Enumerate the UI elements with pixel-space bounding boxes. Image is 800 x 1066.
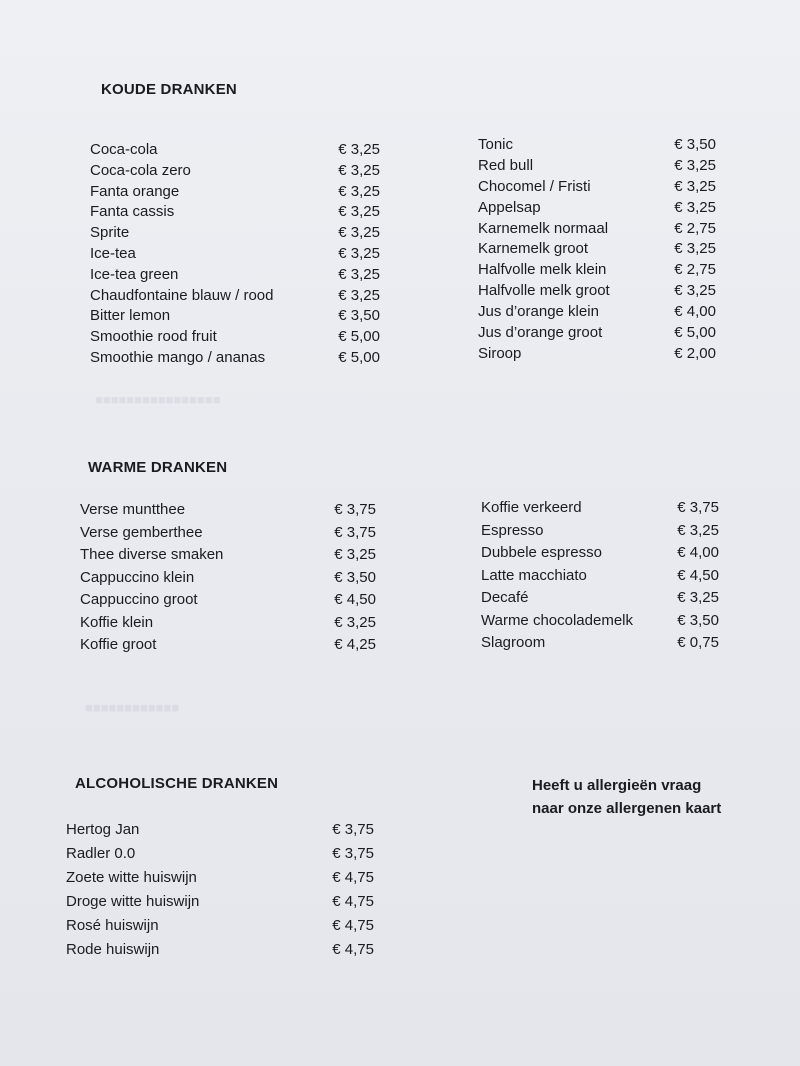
allergy-note-line-2: naar onze allergenen kaart (532, 800, 722, 817)
menu-item-name: Zoete witte huiswijn (66, 869, 197, 886)
menu-item (90, 203, 380, 224)
menu-item-name: Espresso (481, 521, 544, 539)
menu-item-name: Karnemelk normaal (478, 219, 609, 237)
menu-item-name: Fanta orange (90, 182, 180, 200)
menu-item-price: € 3,25 (338, 265, 380, 283)
koude-left-column (90, 141, 380, 370)
menu-item (481, 544, 719, 567)
menu-item-name: Coca-cola zero (90, 161, 191, 179)
menu-item (80, 569, 376, 592)
menu-item-name: Verse gemberthee (80, 523, 203, 541)
menu-item (481, 522, 719, 545)
show-through-text: ■■■■■■■■■■■■ (85, 700, 180, 715)
menu-item-name: Decafé (481, 589, 529, 606)
menu-item-name: Halfvolle melk klein (478, 261, 607, 279)
menu-item-price: € 3,25 (338, 203, 380, 221)
menu-item (80, 636, 376, 659)
menu-item-name: Tonic (478, 136, 514, 153)
warme-left-column (80, 501, 376, 659)
menu-item-price: € 5,00 (674, 324, 716, 342)
menu-item-price: € 4,75 (332, 917, 374, 934)
menu-item (481, 499, 719, 522)
koude-dranken-heading: KOUDE DRANKEN (101, 81, 237, 98)
menu-item-name: Rosé huiswijn (66, 917, 159, 934)
menu-item-name: Rode huiswijn (66, 941, 160, 958)
menu-item-name: Hertog Jan (66, 821, 140, 838)
menu-item (478, 157, 716, 178)
warme-dranken-heading: WARME DRANKEN (88, 459, 228, 476)
menu-item (478, 324, 716, 345)
menu-item-price: € 2,00 (674, 344, 716, 362)
koude-right-column (478, 136, 716, 366)
allergy-note (532, 774, 721, 820)
menu-item-name: Jus d’orange klein (478, 303, 599, 321)
menu-item (478, 136, 716, 157)
menu-item-price: € 3,25 (674, 156, 716, 174)
menu-item-price: € 3,75 (332, 845, 374, 862)
menu-item-name: Halfvolle melk groot (478, 282, 610, 300)
menu-item (90, 328, 380, 349)
menu-item-name: Fanta cassis (90, 203, 175, 221)
menu-item-name: Smoothie rood fruit (90, 328, 217, 346)
menu-item-price: € 3,25 (334, 613, 376, 631)
menu-item-name: Jus d’orange groot (478, 324, 603, 342)
menu-item-name: Cappuccino klein (80, 568, 195, 586)
menu-item-price: € 3,25 (338, 244, 380, 262)
menu-item-price: € 3,25 (338, 224, 380, 242)
warme-right-column (481, 499, 719, 657)
menu-item-price: € 3,50 (334, 568, 376, 586)
menu-item-name: Chocomel / Fristi (478, 177, 591, 195)
menu-item-price: € 3,25 (334, 546, 376, 563)
menu-item-name: Smoothie mango / ananas (90, 348, 266, 366)
menu-item (478, 261, 716, 282)
menu-item-price: € 4,75 (332, 869, 374, 886)
menu-item-name: Warme chocolademelk (481, 611, 633, 629)
menu-item-name: Slagroom (481, 634, 546, 651)
menu-item-price: € 3,25 (674, 282, 716, 300)
menu-item (90, 349, 380, 370)
menu-item-price: € 3,50 (674, 136, 716, 153)
menu-item-name: Sprite (90, 224, 130, 242)
menu-item-price: € 3,25 (338, 161, 380, 179)
menu-item (481, 634, 719, 657)
menu-item-price: € 4,75 (332, 893, 374, 910)
menu-item-price: € 3,75 (677, 499, 719, 516)
menu-item-name: Karnemelk groot (478, 240, 589, 258)
menu-item-price: € 3,25 (338, 141, 380, 158)
menu-item (80, 501, 376, 524)
menu-item-price: € 3,25 (338, 286, 380, 304)
show-through-text: ■■■■■■■■■■■■■■■■ (95, 392, 221, 407)
menu-item (481, 612, 719, 635)
menu-item (66, 893, 374, 917)
menu-item-price: € 4,50 (334, 591, 376, 608)
menu-item (478, 240, 716, 261)
menu-item (481, 567, 719, 590)
menu-item (66, 821, 374, 845)
menu-item (80, 591, 376, 614)
menu-item-price: € 4,75 (332, 941, 374, 958)
menu-item-price: € 4,50 (677, 566, 719, 584)
menu-item (478, 303, 716, 324)
menu-item (80, 546, 376, 569)
menu-item-name: Dubbele espresso (481, 544, 602, 561)
menu-item-price: € 3,25 (674, 198, 716, 216)
menu-item-name: Radler 0.0 (66, 845, 136, 862)
menu-item (90, 224, 380, 245)
menu-item-price: € 3,50 (677, 611, 719, 629)
menu-item (80, 614, 376, 637)
menu-item (478, 199, 716, 220)
menu-item (90, 183, 380, 204)
menu-item (478, 220, 716, 241)
menu-item-name: Koffie klein (80, 613, 154, 631)
menu-item-name: Cappuccino groot (80, 591, 198, 608)
menu-item (90, 307, 380, 328)
menu-item-name: Ice-tea (90, 244, 136, 262)
menu-item (478, 345, 716, 366)
menu-item (90, 141, 380, 162)
menu-item-price: € 3,50 (338, 307, 380, 325)
menu-item-name: Appelsap (478, 198, 541, 216)
menu-item-name: Ice-tea green (90, 265, 179, 283)
menu-item (478, 178, 716, 199)
menu-item-price: € 0,75 (677, 634, 719, 651)
menu-item-price: € 2,75 (674, 261, 716, 279)
menu-item-price: € 4,00 (677, 544, 719, 561)
menu-item-name: Coca-cola (90, 141, 158, 158)
menu-item-price: € 5,00 (338, 348, 380, 366)
menu-item (90, 245, 380, 266)
menu-item (66, 917, 374, 941)
menu-item-name: Verse muntthee (80, 501, 186, 518)
menu-item-name: Chaudfontaine blauw / rood (90, 286, 274, 304)
menu-item-name: Koffie groot (80, 636, 157, 653)
allergy-note-line-1: Heeft u allergieën vraag (532, 777, 702, 794)
menu-item-price: € 3,25 (338, 182, 380, 200)
menu-item-price: € 5,00 (338, 328, 380, 346)
menu-item (90, 162, 380, 183)
menu-item (66, 845, 374, 869)
menu-item-price: € 3,25 (674, 240, 716, 258)
menu-item (66, 941, 374, 965)
menu-item-name: Thee diverse smaken (80, 546, 224, 563)
menu-item (66, 869, 374, 893)
menu-item (478, 282, 716, 303)
alcohol-column (66, 821, 374, 965)
menu-item-name: Latte macchiato (481, 566, 587, 584)
menu-item-price: € 4,00 (674, 303, 716, 321)
menu-item (481, 589, 719, 612)
menu-item (90, 287, 380, 308)
menu-item-price: € 4,25 (334, 636, 376, 653)
menu-item-price: € 2,75 (674, 219, 716, 237)
menu-item (90, 266, 380, 287)
menu-item-price: € 3,25 (677, 521, 719, 539)
alcoholische-dranken-heading: ALCOHOLISCHE DRANKEN (75, 775, 279, 792)
menu-item-name: Koffie verkeerd (481, 499, 582, 516)
menu-item-name: Siroop (478, 344, 522, 362)
menu-item (80, 524, 376, 547)
menu-item-name: Red bull (478, 156, 534, 174)
menu-item-name: Droge witte huiswijn (66, 893, 200, 910)
menu-item-price: € 3,25 (674, 177, 716, 195)
menu-item-name: Bitter lemon (90, 307, 171, 325)
menu-item-price: € 3,75 (332, 821, 374, 838)
menu-item-price: € 3,75 (334, 501, 376, 518)
menu-item-price: € 3,25 (677, 589, 719, 606)
menu-item-price: € 3,75 (334, 523, 376, 541)
